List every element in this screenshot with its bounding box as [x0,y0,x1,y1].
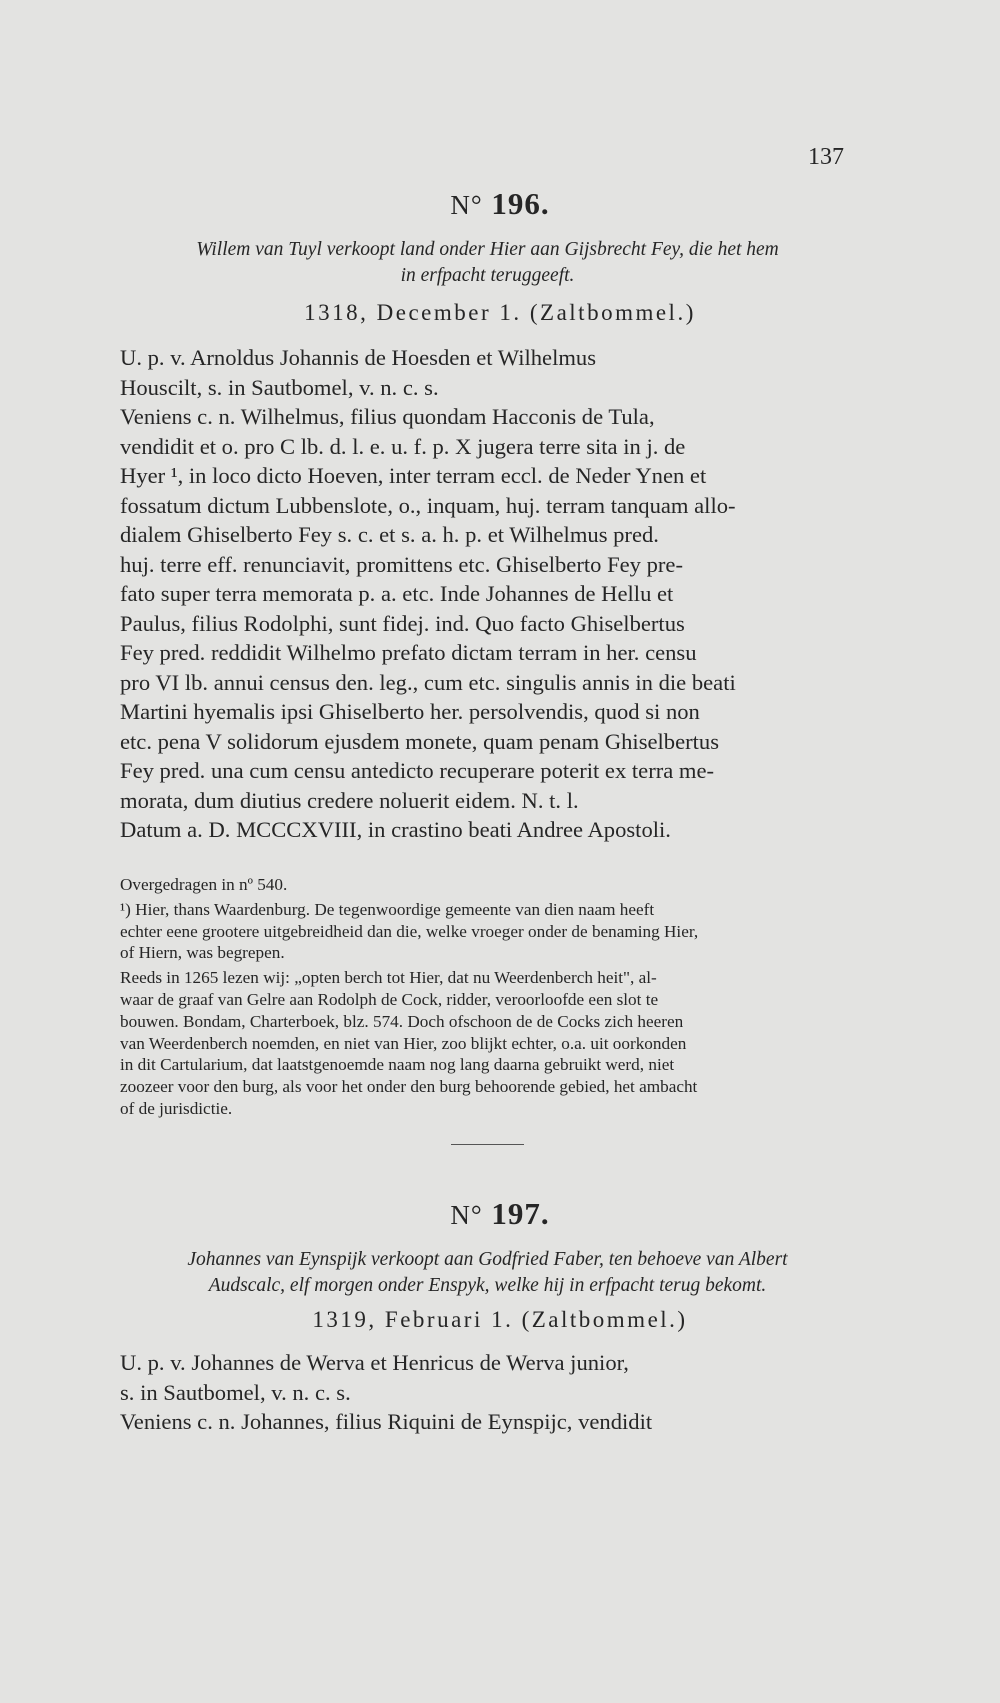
page-number: 137 [808,144,844,170]
text-line: s. in Sautbomel, v. n. c. s. [120,1379,351,1405]
text-line: dialem Ghiselberto Fey s. c. et s. a. h. p. et Wilhelmus pred. [120,522,659,547]
charter-196-text [120,343,845,845]
text-line: Martini hyemalis ipsi Ghiselberto her. persolvendis, quod si non [120,699,700,724]
note-line: zoozeer voor den burg, als voor het onder den burg behoorende gebied, het ambacht [120,1077,698,1097]
text-line: Fey pred. reddidit Wilhelmo prefato dictam terram in her. censu [120,640,697,665]
text-line: vendidit et o. pro C lb. d. l. e. u. f. p. X jugera terre sita in j. de [120,433,686,459]
note-line: van Weerdenberch noemden, en niet van Hier, zoo blijkt echter, o.a. uit oorkonden [120,1033,687,1053]
charter-196-heading [0,186,1000,222]
charter-197-date: 1319, Februari 1. (Zaltbommel.) [312,1307,688,1332]
text-line: fossatum dictum Lubbenslote, o., inquam, huj. terram tanquam allo- [120,492,736,518]
note-line: waar de graaf van Gelre aan Rodolph de Cock, ridder, veroorloofde een slot te [120,989,659,1009]
summary-line: in erfpacht teruggeeft. [400,265,575,286]
charter-196-summary [120,237,855,289]
section-divider [451,1144,524,1145]
text-line: Paulus, filius Rodolphi, sunt fidej. ind. Quo facto Ghiselbertus [120,610,685,636]
text-line: Fey pred. una cum censu antedicto recuperare poterit ex terra me- [120,758,715,783]
charter-197-summary [120,1247,855,1299]
note-line: of Hiern, was begrepen. [120,943,285,963]
text-line: huj. terre eff. renunciavit, promittens etc. Ghiselberto Fey pre- [120,551,683,577]
text-line: fato super terra memorata p. a. etc. Inde Johannes de Hellu et [120,581,674,606]
text-line: pro VI lb. annui census den. leg., cum etc. singulis annis in die beati [120,669,736,695]
text-line: U. p. v. Arnoldus Johannis de Hoesden et Wilhelmus [120,345,597,370]
note-line: Reeds in 1265 lezen wij: „opten berch tot Hier, dat nu Weerdenberch heit", al- [120,968,657,988]
note-line: bouwen. Bondam, Charterboek, blz. 574. Doch ofschoon de de Cocks zich heeren [120,1011,684,1031]
summary-line: Johannes van Eynspijk verkoopt aan Godfried Faber, ten behoeve van Albert [187,1249,788,1270]
number-prefix: N° [450,190,483,220]
text-line: morata, dum diutius credere noluerit eidem. N. t. l. [120,787,579,813]
summary-line: Audscalc, elf morgen onder Enspyk, welke hij in erfpacht terug bekomt. [208,1275,767,1296]
charter-197-heading [0,1196,1000,1232]
text-line: Hyer ¹, in loco dicto Hoeven, inter terram eccl. de Neder Ynen et [120,463,707,488]
summary-line: Willem van Tuyl verkoopt land onder Hier aan Gijsbrecht Fey, die het hem [196,239,779,260]
charter-number: 197. [491,1196,550,1231]
charter-197-text [120,1348,845,1437]
note-line: Overgedragen in nº 540. [120,875,288,894]
text-line: Veniens c. n. Wilhelmus, filius quondam Hacconis de Tula, [120,404,655,429]
charter-number: 196. [491,186,550,221]
text-line: Datum a. D. MCCCXVIII, in crastino beati Andree Apostoli. [120,817,671,842]
note-line: in dit Cartularium, dat laatstgenoemde naam nog lang daarna gebruikt werd, niet [120,1055,675,1075]
note-line: of de jurisdictie. [120,1098,233,1118]
number-prefix: N° [450,1200,483,1230]
text-line: Houscilt, s. in Sautbomel, v. n. c. s. [120,374,439,400]
note-line: ¹) Hier, thans Waardenburg. De tegenwoordige gemeente van dien naam heeft [120,899,655,919]
text-line: Veniens c. n. Johannes, filius Riquini de Eynspijc, vendidit [120,1409,653,1434]
text-line: etc. pena V solidorum ejusdem monete, quam penam Ghiselbertus [120,728,720,754]
note-line: echter eene grootere uitgebreidheid dan die, welke vroeger onder de benaming Hier, [120,921,699,941]
charter-196-notes [120,874,845,1120]
charter-196-date: 1318, December 1. (Zaltbommel.) [304,300,696,325]
text-line: U. p. v. Johannes de Werva et Henricus de Werva junior, [120,1350,629,1375]
